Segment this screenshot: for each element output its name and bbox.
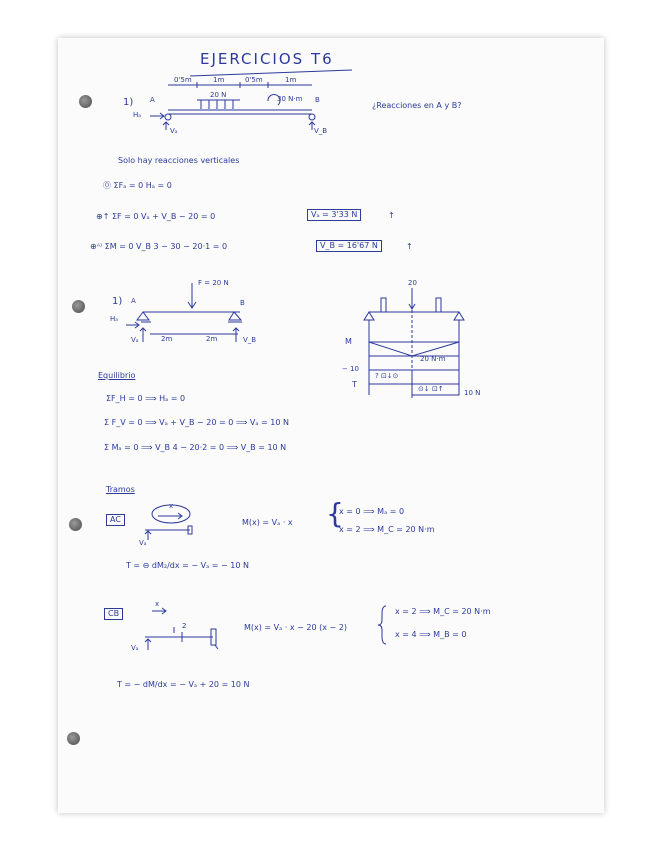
label-a: A bbox=[150, 96, 155, 104]
heading-equilibrio: Equilibrio bbox=[98, 371, 136, 380]
case-cb-2: x = 4 ⟹ M_B = 0 bbox=[395, 630, 467, 639]
case-ac-2: x = 2 ⟹ M_C = 20 N·m bbox=[339, 525, 435, 534]
diagram-load: 20 bbox=[408, 279, 417, 287]
tramo-ac-sketch bbox=[145, 502, 192, 540]
load-20n: 20 N bbox=[210, 91, 227, 99]
dim-4: 1m bbox=[285, 76, 297, 84]
dim-1: 0'5m bbox=[174, 76, 192, 84]
brace-ac: { bbox=[326, 497, 344, 530]
heading-tramos: Tramos bbox=[106, 485, 135, 494]
exercise-number-2: 1) bbox=[112, 296, 123, 307]
force-label: F = 20 N bbox=[198, 279, 229, 287]
dim-3: 0'5m bbox=[245, 76, 263, 84]
label-va: Vₐ bbox=[131, 336, 139, 344]
label-b: B bbox=[240, 299, 245, 307]
tag-cb: CB bbox=[104, 608, 123, 620]
label-va: Vₐ bbox=[170, 127, 178, 135]
beam-diagram-1 bbox=[150, 82, 315, 130]
x-label: x bbox=[169, 502, 174, 510]
diagram-t-right: ⊙↓ ⊡↑ bbox=[418, 385, 444, 393]
diagram-t-neg: − 10 bbox=[342, 365, 359, 373]
label-vb: V_B bbox=[314, 127, 328, 135]
x-label: x bbox=[155, 600, 160, 608]
dim-2: 1m bbox=[213, 76, 225, 84]
arrow-up: ↑ bbox=[388, 211, 395, 220]
moment-ac: M(x) = Vₐ · x bbox=[242, 518, 293, 527]
eq-moment: ⊕ᴬ⁾ ΣM = 0 V_B 3 − 30 − 20·1 = 0 bbox=[90, 242, 228, 251]
eq-vertical: ⊕↑ ΣF = 0 Vₐ + V_B − 20 = 0 bbox=[96, 212, 216, 221]
label-vb: V_B bbox=[243, 336, 257, 344]
diagram-t-label: T bbox=[352, 380, 357, 389]
label-a: A bbox=[131, 297, 136, 305]
moment-shear-diagram bbox=[364, 288, 464, 400]
dim-2m: 2m bbox=[161, 335, 173, 343]
tag-ac: AC bbox=[106, 514, 125, 526]
eq-line-3: Σ Mₐ = 0 ⟹ V_B 4 − 20·2 = 0 ⟹ V_B = 10 N bbox=[104, 443, 287, 452]
diagram-m-label: M bbox=[345, 337, 352, 346]
shear-ac: T = ⊖ dM₂/dx = − Vₐ = − 10 N bbox=[126, 561, 249, 570]
diagram-t-pos: 10 N bbox=[464, 389, 481, 397]
eq-line-2: Σ F_V = 0 ⟹ Vₐ + V_B − 20 = 0 ⟹ Vₐ = 10 N bbox=[104, 418, 289, 427]
arrow-up: ↑ bbox=[406, 242, 413, 251]
page-title: EJERCICIOS T6 bbox=[200, 50, 334, 68]
note-reactions: Solo hay reacciones verticales bbox=[118, 156, 240, 165]
case-cb-1: x = 2 ⟹ M_C = 20 N·m bbox=[395, 607, 491, 616]
label-ha: Hₐ bbox=[110, 315, 119, 323]
case-ac-1: x = 0 ⟹ Mₐ = 0 bbox=[339, 507, 405, 516]
label-ha: Hₐ bbox=[133, 111, 142, 119]
eq-horizontal: ⓪ ΣFₐ = 0 Hₐ = 0 bbox=[103, 181, 172, 190]
diagram-t-left: ? ⊡↓⊙ bbox=[375, 372, 399, 380]
result-vb: V_B = 16'67 N bbox=[316, 240, 382, 252]
brace-cb bbox=[378, 606, 386, 644]
label-va: Vₐ bbox=[139, 539, 147, 547]
question: ¿Reacciones en A y B? bbox=[372, 101, 462, 110]
dim-2m: 2m bbox=[206, 335, 218, 343]
load-30nm: 30 N·m bbox=[277, 95, 303, 103]
label-va: Vₐ bbox=[131, 644, 139, 652]
moment-cb: M(x) = Vₐ · x − 20 (x − 2) bbox=[244, 623, 348, 632]
result-va: Vₐ = 3'33 N bbox=[307, 209, 361, 221]
beam-diagram-2 bbox=[126, 283, 242, 342]
shear-cb: T = − dM/dx = − Vₐ + 20 = 10 N bbox=[117, 680, 250, 689]
mark-2: 2 bbox=[182, 622, 187, 630]
exercise-number-1: 1) bbox=[123, 97, 134, 108]
eq-line-1: ΣF_H = 0 ⟹ Hₐ = 0 bbox=[106, 394, 186, 403]
diagram-moment-value: 20 N·m bbox=[420, 355, 446, 363]
label-b: B bbox=[315, 96, 320, 104]
